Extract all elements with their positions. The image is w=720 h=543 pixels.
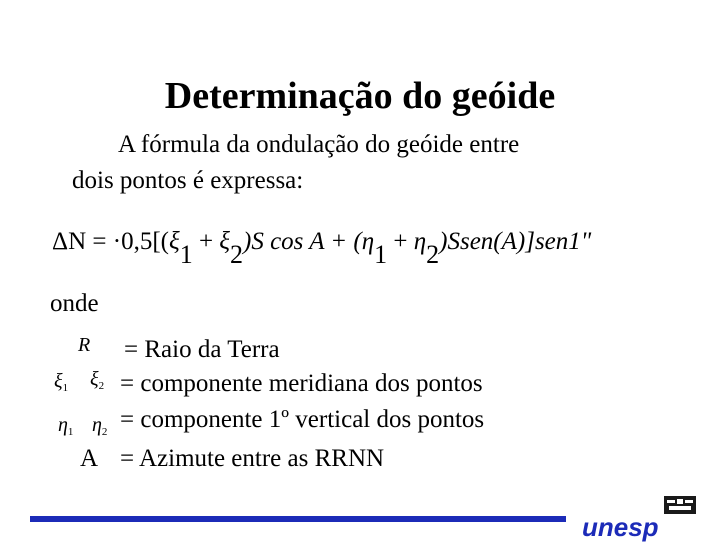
formula-plus-2: + [387, 228, 414, 255]
def-xi-symbol-2: $\xi_2$ [90, 368, 105, 392]
formula-plus-1: + [192, 228, 220, 255]
def-r-symbol: R [78, 334, 91, 356]
def-eta-symbol-1: $\eta_1$ [58, 414, 74, 438]
unesp-emblem-icon [664, 496, 696, 514]
formula-lhs: ΔN [52, 228, 87, 255]
formula-part-2: )S cos A + ( [243, 228, 362, 255]
formula-eta-sub-1: 1 [374, 240, 388, 269]
def-xi-symbol-1: $\xi_1$ [54, 370, 69, 394]
geoid-formula [52, 228, 591, 270]
formula-eq: = ·0,5[( [86, 228, 169, 255]
def-eta-text: = componente 1º vertical dos pontos [120, 406, 485, 433]
formula-xi-1: ξ [168, 228, 180, 255]
formula-eta-sub-2: 2 [426, 240, 440, 269]
intro-line-1: A fórmula da ondulação do geóide entre [118, 131, 520, 158]
formula-eta-1: η [361, 228, 375, 255]
footer-bar [30, 516, 566, 522]
formula-eta-2: η [413, 228, 427, 255]
def-a-symbol: A [80, 445, 99, 472]
def-r-text: = Raio da Terra [124, 336, 280, 363]
formula-part-3: )Ssen(A)]sen1" [439, 228, 592, 255]
formula-xi-sub-2: 2 [230, 240, 244, 269]
intro-line-2: dois pontos é expressa: [72, 167, 304, 194]
def-eta-symbol-2: $\eta_2$ [92, 414, 108, 438]
def-a-text: = Azimute entre as RRNN [120, 445, 385, 472]
formula-xi-sub-1: 1 [179, 240, 193, 269]
def-xi-text: = componente meridiana dos pontos [120, 370, 483, 397]
unesp-logo: unesp [582, 512, 659, 542]
page-title: Determinação do geóide [164, 75, 556, 117]
onde-label: onde [50, 290, 99, 317]
formula-xi-2: ξ [219, 228, 231, 255]
